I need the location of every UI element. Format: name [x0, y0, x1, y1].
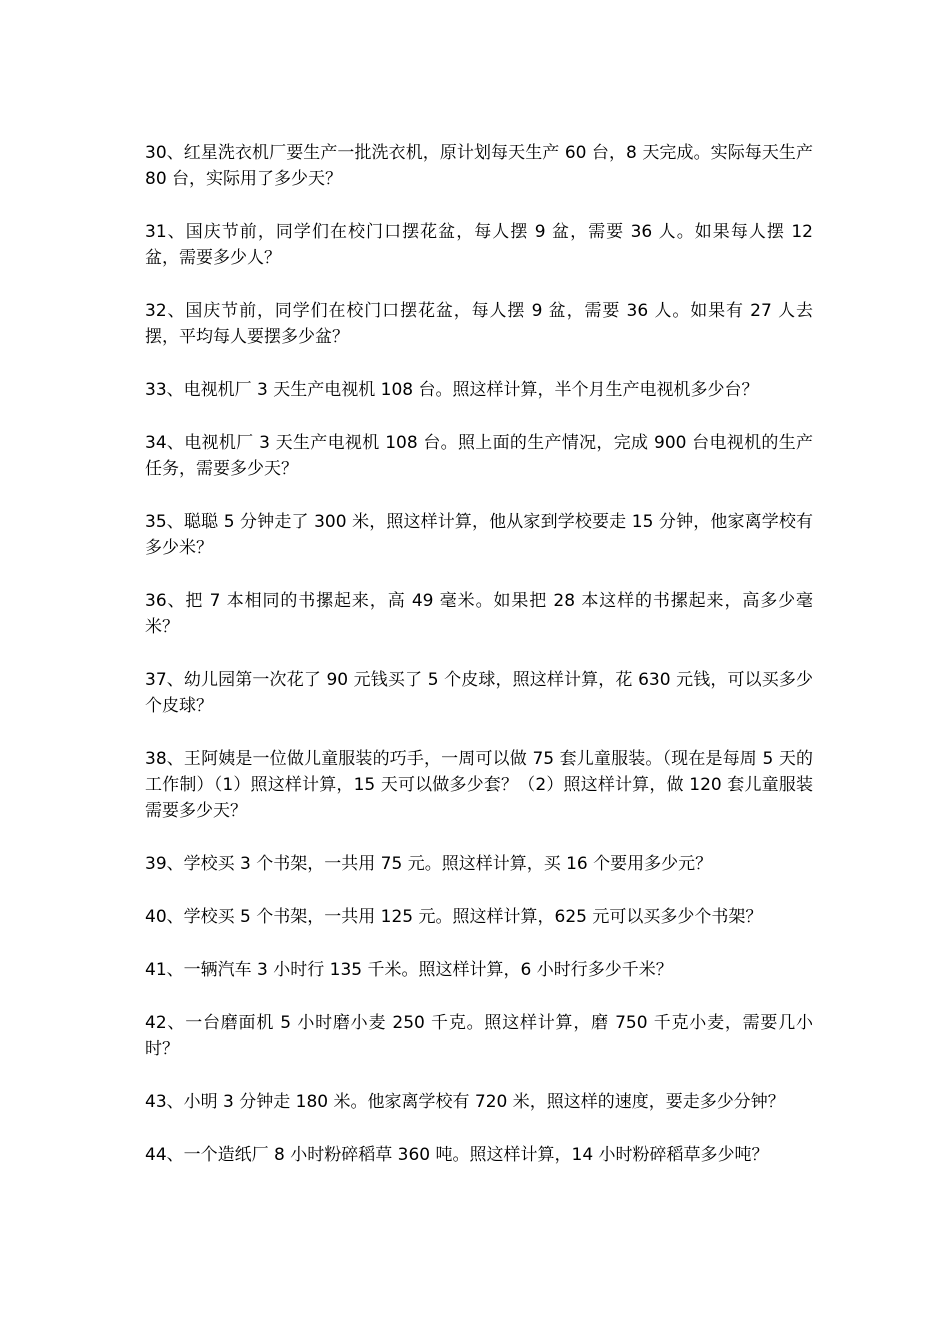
- question-37: 37、幼儿园第一次花了 90 元钱买了 5 个皮球，照这样计算，花 630 元钱，可以买多少个皮球？: [145, 670, 813, 716]
- question-44: 44、一个造纸厂 8 小时粉碎稻草 360 吨。照这样计算，14 小时粉碎稻草多少吨？: [145, 1145, 769, 1165]
- question-38: 38、王阿姨是一位做儿童服装的巧手，一周可以做 75 套儿童服装。（现在是每周 5 天的工作制）（1）照这样计算，15 天可以做多少套？（2）照这样计算，做 120 套儿童服装需要多少天？: [145, 749, 813, 821]
- question-41: 41、一辆汽车 3 小时行 135 千米。照这样计算，6 小时行多少千米？: [145, 960, 673, 980]
- question-40: 40、学校买 5 个书架，一共用 125 元。照这样计算，625 元可以买多少个书架？: [145, 907, 763, 927]
- question-35: 35、聪聪 5 分钟走了 300 米，照这样计算，他从家到学校要走 15 分钟，他家离学校有多少米？: [145, 512, 813, 558]
- question-34: 34、电视机厂 3 天生产电视机 108 台。照上面的生产情况，完成 900 台电视机的生产任务，需要多少天？: [145, 433, 813, 479]
- question-30: 30、红星洗衣机厂要生产一批洗衣机，原计划每天生产 60 台，8 天完成。实际每天生产 80 台，实际用了多少天？: [145, 143, 813, 189]
- question-list: [145, 140, 813, 1195]
- question-32: 32、国庆节前，同学们在校门口摆花盆，每人摆 9 盆，需要 36 人。如果有 27 人去摆，平均每人要摆多少盆？: [145, 301, 813, 347]
- question-42: 42、一台磨面机 5 小时磨小麦 250 千克。照这样计算，磨 750 千克小麦，需要几小时？: [145, 1013, 813, 1059]
- question-33: 33、电视机厂 3 天生产电视机 108 台。照这样计算，半个月生产电视机多少台？: [145, 380, 759, 400]
- question-43: 43、小明 3 分钟走 180 米。他家离学校有 720 米，照这样的速度，要走多少分钟？: [145, 1092, 785, 1112]
- question-31: 31、国庆节前，同学们在校门口摆花盆，每人摆 9 盆，需要 36 人。如果每人摆 12 盆，需要多少人？: [145, 222, 813, 268]
- question-39: 39、学校买 3 个书架，一共用 75 元。照这样计算，买 16 个要用多少元？: [145, 854, 713, 874]
- question-36: 36、把 7 本相同的书摞起来，高 49 毫米。如果把 28 本这样的书摞起来，高多少毫米？: [145, 591, 813, 637]
